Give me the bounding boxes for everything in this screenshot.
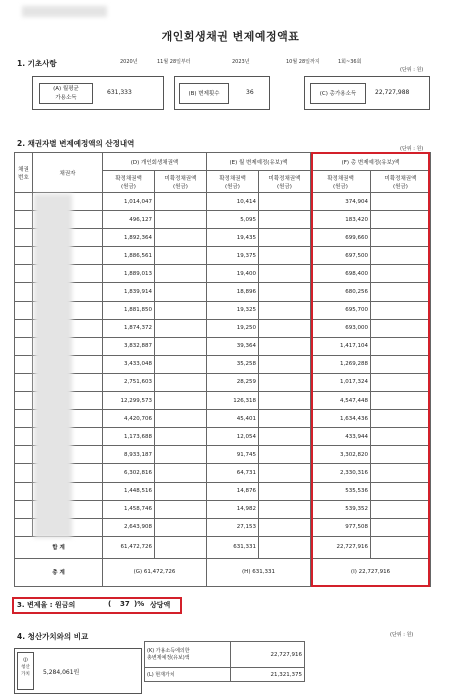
subtotal-cell [155, 536, 207, 558]
e-unconfirmed-cell [259, 319, 311, 337]
unconfirmed-line1: 미확정채권액 [268, 175, 301, 182]
total-g-cell: (G) 61,472,726 [103, 558, 207, 586]
e-unconfirmed-cell [259, 373, 311, 391]
subtotal-cell [259, 536, 311, 558]
redacted-creditor-names [34, 194, 72, 538]
e-unconfirmed-cell [259, 500, 311, 518]
row-no-cell [15, 464, 33, 482]
d-unconfirmed-cell [155, 193, 207, 211]
f-confirmed-cell: 539,352 [311, 500, 371, 518]
col-no-header [15, 153, 33, 193]
f-confirmed-cell: 680,256 [311, 283, 371, 301]
confirmed-line2: (원금) [333, 183, 348, 190]
row-no-cell [15, 193, 33, 211]
confirmed-line1: 확정채권액 [115, 175, 142, 182]
d-confirmed-cell: 1,874,372 [103, 319, 155, 337]
start-year: 2020년 [120, 59, 138, 65]
d-confirmed-cell: 8,933,187 [103, 446, 155, 464]
e-confirmed-cell: 10,414 [207, 193, 259, 211]
l-label: (L) 현재가치 [145, 668, 231, 682]
l-value: 21,321,375 [231, 668, 305, 682]
row-no-cell [15, 373, 33, 391]
f-confirmed-cell: 695,700 [311, 301, 371, 319]
repay-rate-paren-open: ( [108, 600, 112, 608]
end-monthday: 10월 28일까지 [286, 59, 320, 65]
section4-unit: (단위 : 원) [390, 632, 414, 638]
e-confirmed-cell: 28,259 [207, 373, 259, 391]
section1-heading: 1. 기초사항 [17, 59, 57, 68]
k-value: 22,727,916 [231, 642, 305, 668]
liquidation-value-label [17, 652, 34, 690]
d-confirmed-cell: 1,889,013 [103, 265, 155, 283]
comparison-table [144, 641, 305, 682]
e-confirmed-cell: 19,400 [207, 265, 259, 283]
e-confirmed-cell: 45,401 [207, 410, 259, 428]
d-confirmed-cell: 496,127 [103, 211, 155, 229]
confirmed-line2: (원금) [121, 183, 136, 190]
d-unconfirmed-cell [155, 428, 207, 446]
row-no-cell [15, 283, 33, 301]
row-no-cell [15, 229, 33, 247]
d-unconfirmed-header [155, 171, 207, 193]
f-confirmed-cell: 1,417,104 [311, 337, 371, 355]
e-confirmed-cell: 14,982 [207, 500, 259, 518]
row-no-cell [15, 301, 33, 319]
total-label: 총 계 [15, 558, 103, 586]
monthly-income-value: 631,333 [107, 89, 132, 96]
f-confirmed-cell: 1,634,436 [311, 410, 371, 428]
confirmed-line1: 확정채권액 [327, 175, 354, 182]
d-unconfirmed-cell [155, 283, 207, 301]
subtotal-cell: 61,472,726 [103, 536, 155, 558]
d-unconfirmed-cell [155, 518, 207, 536]
d-confirmed-cell: 1,839,914 [103, 283, 155, 301]
f-header: (F) 총 변제예정(유보)액 [311, 153, 431, 171]
row-no-cell [15, 500, 33, 518]
e-confirmed-cell: 18,896 [207, 283, 259, 301]
monthly-income-label [39, 83, 93, 104]
f-confirmed-cell: 3,302,820 [311, 446, 371, 464]
col-no-line2: 번호 [18, 174, 29, 181]
confirmed-line2: (원금) [225, 183, 240, 190]
total-income-label: (C) 총가용소득 [310, 83, 366, 104]
f-confirmed-cell: 977,508 [311, 518, 371, 536]
d-confirmed-cell: 1,448,516 [103, 482, 155, 500]
row-no-cell [15, 247, 33, 265]
row-no-cell [15, 392, 33, 410]
d-unconfirmed-cell [155, 247, 207, 265]
f-confirmed-cell: 374,904 [311, 193, 371, 211]
f-confirmed-cell: 2,330,316 [311, 464, 371, 482]
e-unconfirmed-cell [259, 355, 311, 373]
e-unconfirmed-cell [259, 301, 311, 319]
document-title: 개인회생채권 변제예정액표 [161, 30, 300, 43]
d-unconfirmed-cell [155, 446, 207, 464]
e-unconfirmed-cell [259, 229, 311, 247]
liquidation-label-line2: 청산 [21, 665, 30, 670]
repay-rate-value: 37 [120, 600, 130, 608]
unconfirmed-line1: 미확정채권액 [164, 175, 197, 182]
unconfirmed-line2: (원금) [277, 183, 292, 190]
liquidation-label-line3: 가치 [21, 672, 30, 677]
unconfirmed-line2: (원금) [173, 183, 188, 190]
d-unconfirmed-cell [155, 482, 207, 500]
row-no-cell [15, 518, 33, 536]
e-confirmed-cell: 126,318 [207, 392, 259, 410]
unconfirmed-line2: (원금) [393, 183, 408, 190]
e-unconfirmed-cell [259, 410, 311, 428]
e-unconfirmed-cell [259, 518, 311, 536]
e-confirmed-cell: 12,054 [207, 428, 259, 446]
row-no-cell [15, 211, 33, 229]
repay-rate-paren-close: )% [134, 600, 145, 608]
e-unconfirmed-cell [259, 464, 311, 482]
d-confirmed-cell: 1,892,364 [103, 229, 155, 247]
row-no-cell [15, 265, 33, 283]
e-unconfirmed-cell [259, 265, 311, 283]
d-confirmed-cell: 1,014,047 [103, 193, 155, 211]
col-creditor-header: 채권자 [33, 153, 103, 193]
e-unconfirmed-cell [259, 392, 311, 410]
monthly-income-label-line1: (A) 월평균 [53, 86, 79, 92]
row-no-cell [15, 319, 33, 337]
d-confirmed-header [103, 171, 155, 193]
row-no-cell [15, 446, 33, 464]
redacted-header [22, 6, 107, 17]
d-confirmed-cell: 1,173,688 [103, 428, 155, 446]
k-label [145, 642, 231, 668]
d-unconfirmed-cell [155, 301, 207, 319]
e-unconfirmed-header [259, 171, 311, 193]
e-unconfirmed-cell [259, 337, 311, 355]
d-unconfirmed-cell [155, 392, 207, 410]
row-no-cell [15, 337, 33, 355]
e-confirmed-cell: 39,364 [207, 337, 259, 355]
d-confirmed-cell: 1,881,850 [103, 301, 155, 319]
section2-unit: (단위 : 원) [400, 146, 424, 152]
d-unconfirmed-cell [155, 337, 207, 355]
subtotal-cell: 631,331 [207, 536, 259, 558]
d-confirmed-cell: 4,420,706 [103, 410, 155, 428]
section4-heading: 4. 청산가치와의 비교 [17, 632, 89, 641]
d-confirmed-cell: 3,433,048 [103, 355, 155, 373]
d-confirmed-cell: 6,302,816 [103, 464, 155, 482]
e-confirmed-cell: 19,435 [207, 229, 259, 247]
e-unconfirmed-cell [259, 446, 311, 464]
section2-heading: 2. 채권자별 변제예정액의 산정내역 [17, 139, 135, 148]
e-confirmed-cell: 64,731 [207, 464, 259, 482]
installment-range: 1회~36회 [338, 59, 362, 65]
f-confirmed-cell: 4,547,448 [311, 392, 371, 410]
k-label-line2: 총변제예정(유보)액 [147, 654, 190, 661]
subtotal-cell: 22,727,916 [311, 536, 371, 558]
monthly-income-box [32, 76, 164, 110]
start-monthday: 11월 28일부터 [157, 59, 191, 65]
f-confirmed-cell: 699,660 [311, 229, 371, 247]
repay-rate-prefix: 3. 변제율 : 원금의 [17, 601, 76, 609]
unconfirmed-line1: 미확정채권액 [384, 175, 417, 182]
e-confirmed-cell: 14,876 [207, 482, 259, 500]
k-label-line1: (K) 가용소득에의한 [147, 647, 190, 654]
e-confirmed-cell: 35,258 [207, 355, 259, 373]
d-unconfirmed-cell [155, 319, 207, 337]
total-income-value: 22,727,988 [375, 89, 410, 96]
end-year: 2023년 [232, 59, 250, 65]
d-unconfirmed-cell [155, 229, 207, 247]
col-no-line1: 채권 [18, 166, 29, 173]
d-unconfirmed-cell [155, 265, 207, 283]
e-unconfirmed-cell [259, 211, 311, 229]
f-confirmed-cell: 1,269,288 [311, 355, 371, 373]
e-confirmed-cell: 91,745 [207, 446, 259, 464]
d-confirmed-cell: 1,886,561 [103, 247, 155, 265]
e-confirmed-cell: 19,250 [207, 319, 259, 337]
liquidation-label-line1: (J) [23, 658, 28, 663]
f-confirmed-cell: 693,000 [311, 319, 371, 337]
e-unconfirmed-cell [259, 283, 311, 301]
liquidation-value: 5,284,061원 [43, 669, 80, 676]
f-confirmed-cell: 433,944 [311, 428, 371, 446]
e-confirmed-cell: 5,095 [207, 211, 259, 229]
row-no-cell [15, 482, 33, 500]
d-unconfirmed-cell [155, 410, 207, 428]
total-h-cell: (H) 631,331 [207, 558, 311, 586]
section1-unit: (단위 : 원) [400, 67, 424, 73]
d-confirmed-cell: 2,643,908 [103, 518, 155, 536]
e-header: (E) 월 변제예정(유보)액 [207, 153, 311, 171]
repay-rate-suffix: 상당액 [150, 601, 171, 609]
repay-count-label: (B) 변제횟수 [179, 83, 229, 104]
e-unconfirmed-cell [259, 193, 311, 211]
f-confirmed-cell: 697,500 [311, 247, 371, 265]
total-repayment-highlight [311, 152, 430, 587]
total-income-box [304, 76, 430, 110]
d-confirmed-cell: 1,458,746 [103, 500, 155, 518]
d-unconfirmed-cell [155, 500, 207, 518]
f-confirmed-cell: 535,536 [311, 482, 371, 500]
liquidation-value-box [14, 648, 142, 694]
f-confirmed-cell: 183,420 [311, 211, 371, 229]
e-unconfirmed-cell [259, 247, 311, 265]
f-confirmed-cell: 698,400 [311, 265, 371, 283]
e-unconfirmed-cell [259, 482, 311, 500]
d-unconfirmed-cell [155, 211, 207, 229]
row-no-cell [15, 428, 33, 446]
d-header: (D) 개인회생채권액 [103, 153, 207, 171]
e-confirmed-cell: 19,375 [207, 247, 259, 265]
e-confirmed-cell: 19,325 [207, 301, 259, 319]
repay-count-value: 36 [246, 89, 254, 96]
confirmed-line1: 확정채권액 [219, 175, 246, 182]
d-unconfirmed-cell [155, 373, 207, 391]
e-confirmed-header [207, 171, 259, 193]
d-confirmed-cell: 12,299,573 [103, 392, 155, 410]
d-confirmed-cell: 2,751,603 [103, 373, 155, 391]
e-confirmed-cell: 27,153 [207, 518, 259, 536]
e-unconfirmed-cell [259, 428, 311, 446]
total-i-cell: (I) 22,727,916 [311, 558, 431, 586]
monthly-income-label-line2: 가용소득 [55, 95, 77, 101]
d-unconfirmed-cell [155, 355, 207, 373]
row-no-cell [15, 355, 33, 373]
f-confirmed-cell: 1,017,324 [311, 373, 371, 391]
subtotal-label: 합 계 [15, 536, 103, 558]
repay-count-box [174, 76, 270, 110]
row-no-cell [15, 410, 33, 428]
d-unconfirmed-cell [155, 464, 207, 482]
d-confirmed-cell: 3,832,887 [103, 337, 155, 355]
